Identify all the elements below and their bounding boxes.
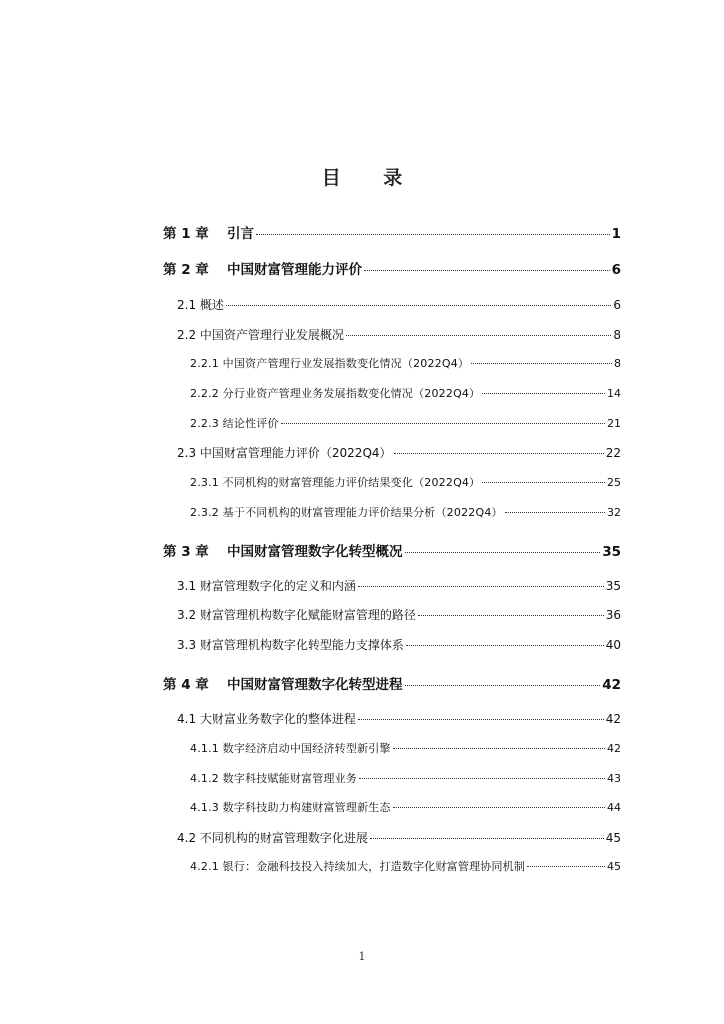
toc-entry-label: [163, 540, 403, 560]
chapter-title: 中国财富管理数字化转型进程: [227, 677, 403, 693]
dot-leader: [405, 552, 601, 553]
dot-leader: [358, 719, 604, 720]
dot-leader: [358, 586, 604, 587]
toc-page-number: 25: [607, 476, 621, 489]
dot-leader: [471, 363, 612, 364]
toc-entry-section-4-1-2[interactable]: [190, 770, 621, 786]
toc-entry-label: 4.1 大财富业务数字化的整体进程: [177, 712, 356, 726]
toc-page-number: 14: [607, 387, 621, 400]
toc-entry-section-4-1-1[interactable]: [190, 740, 621, 756]
page-footer-number: 1: [358, 950, 366, 963]
toc-entry-section-2-3-1[interactable]: [190, 474, 621, 490]
toc-page-number: 21: [607, 417, 621, 430]
toc-page-number: 44: [607, 801, 621, 814]
toc-entry-section-4-1[interactable]: [177, 710, 621, 727]
dot-leader: [418, 615, 604, 616]
toc-entry-section-3-1[interactable]: [177, 577, 621, 594]
dot-leader: [281, 423, 605, 424]
toc-entry-section-2-3[interactable]: [177, 444, 621, 461]
toc-entry-label: 2.3.2 基于不同机构的财富管理能力评价结果分析（2022Q4）: [190, 506, 503, 519]
toc-entry-label: 4.2 不同机构的财富管理数字化进展: [177, 831, 368, 845]
dot-leader: [482, 393, 605, 394]
dot-leader: [482, 482, 605, 483]
toc-entry-section-4-2[interactable]: [177, 829, 621, 846]
dot-leader: [405, 685, 601, 686]
dot-leader: [394, 453, 604, 454]
toc-entry-label: 3.3 财富管理机构数字化转型能力支撑体系: [177, 638, 404, 652]
toc-entry-label: 2.3 中国财富管理能力评价（2022Q4）: [177, 446, 392, 460]
dot-leader: [393, 748, 605, 749]
dot-leader: [346, 335, 611, 336]
toc-entry-label: [163, 258, 362, 278]
dot-leader: [226, 305, 611, 306]
toc-page-number: 35: [605, 579, 621, 593]
chapter-title: 中国财富管理能力评价: [227, 262, 362, 278]
toc-page-number: 36: [605, 608, 621, 622]
toc-entry-section-3-3[interactable]: [177, 636, 621, 653]
chapter-title: 中国财富管理数字化转型概况: [227, 544, 403, 560]
dot-leader: [406, 645, 604, 646]
toc-entry-label: [163, 222, 254, 242]
toc-page-number: 6: [613, 298, 621, 312]
toc-page-number: 43: [607, 772, 621, 785]
toc-entry-label: 2.1 概述: [177, 298, 224, 312]
toc-entry-section-2-1[interactable]: [177, 296, 621, 313]
toc-entry-label: 4.2.1 银行：金融科技投入持续加大，打造数字化财富管理协同机制: [190, 860, 526, 873]
toc-entry-section-4-1-3[interactable]: [190, 799, 621, 815]
chapter-number: 第 1 章: [163, 226, 209, 242]
toc-page-number: 1: [611, 226, 621, 242]
chapter-title: 引言: [227, 226, 254, 242]
toc-page-number: 42: [605, 712, 621, 726]
toc-page-number: 8: [614, 357, 621, 370]
toc-page-number: 35: [602, 544, 621, 560]
toc-entry-label: 3.1 财富管理数字化的定义和内涵: [177, 579, 356, 593]
toc-entry-section-2-2-1[interactable]: [190, 355, 621, 371]
toc-entry-chapter-2[interactable]: [163, 258, 621, 278]
toc-page-number: 42: [602, 677, 621, 693]
toc-entry-section-2-3-2[interactable]: [190, 504, 621, 520]
toc-title: 目 录: [321, 167, 421, 189]
toc-page-number: 32: [607, 506, 621, 519]
dot-leader: [256, 234, 610, 235]
toc-entry-label: 4.1.3 数字科技助力构建财富管理新生态: [190, 801, 391, 814]
toc-entry-chapter-4[interactable]: [163, 673, 621, 693]
toc-page-number: 42: [607, 742, 621, 755]
toc-entry-chapter-3[interactable]: [163, 540, 621, 560]
toc-entry-section-3-2[interactable]: [177, 606, 621, 623]
toc-entry-label: 4.1.1 数字经济启动中国经济转型新引擎: [190, 742, 391, 755]
toc-page-number: 8: [613, 328, 621, 342]
toc-page-number: 45: [607, 860, 621, 873]
toc-entry-section-2-2-3[interactable]: [190, 415, 621, 431]
dot-leader: [370, 838, 604, 839]
toc-entry-label: 2.2.2 分行业资产管理业务发展指数变化情况（2022Q4）: [190, 387, 481, 400]
dot-leader: [393, 807, 605, 808]
toc-entry-label: 2.2 中国资产管理行业发展概况: [177, 328, 344, 342]
toc-entry-label: 4.1.2 数字科技赋能财富管理业务: [190, 772, 358, 785]
dot-leader: [527, 866, 605, 867]
toc-entry-section-4-2-1[interactable]: [190, 858, 621, 874]
toc-entry-label: 2.2.1 中国资产管理行业发展指数变化情况（2022Q4）: [190, 357, 470, 370]
toc-entry-label: 3.2 财富管理机构数字化赋能财富管理的路径: [177, 608, 416, 622]
toc-entry-label: 2.3.1 不同机构的财富管理能力评价结果变化（2022Q4）: [190, 476, 481, 489]
toc-entry-section-2-2-2[interactable]: [190, 385, 621, 401]
chapter-number: 第 3 章: [163, 544, 209, 560]
toc-page-number: 22: [605, 446, 621, 460]
chapter-number: 第 4 章: [163, 677, 209, 693]
toc-entry-section-2-2[interactable]: [177, 326, 621, 343]
toc-entry-label: [163, 673, 403, 693]
toc-page-number: 6: [611, 262, 621, 278]
chapter-number: 第 2 章: [163, 262, 209, 278]
toc-entry-chapter-1[interactable]: [163, 222, 621, 242]
dot-leader: [359, 778, 605, 779]
dot-leader: [364, 270, 610, 271]
dot-leader: [505, 512, 605, 513]
toc-entry-label: 2.2.3 结论性评价: [190, 417, 279, 430]
toc-page-number: 45: [605, 831, 621, 845]
toc-page-number: 40: [605, 638, 621, 652]
